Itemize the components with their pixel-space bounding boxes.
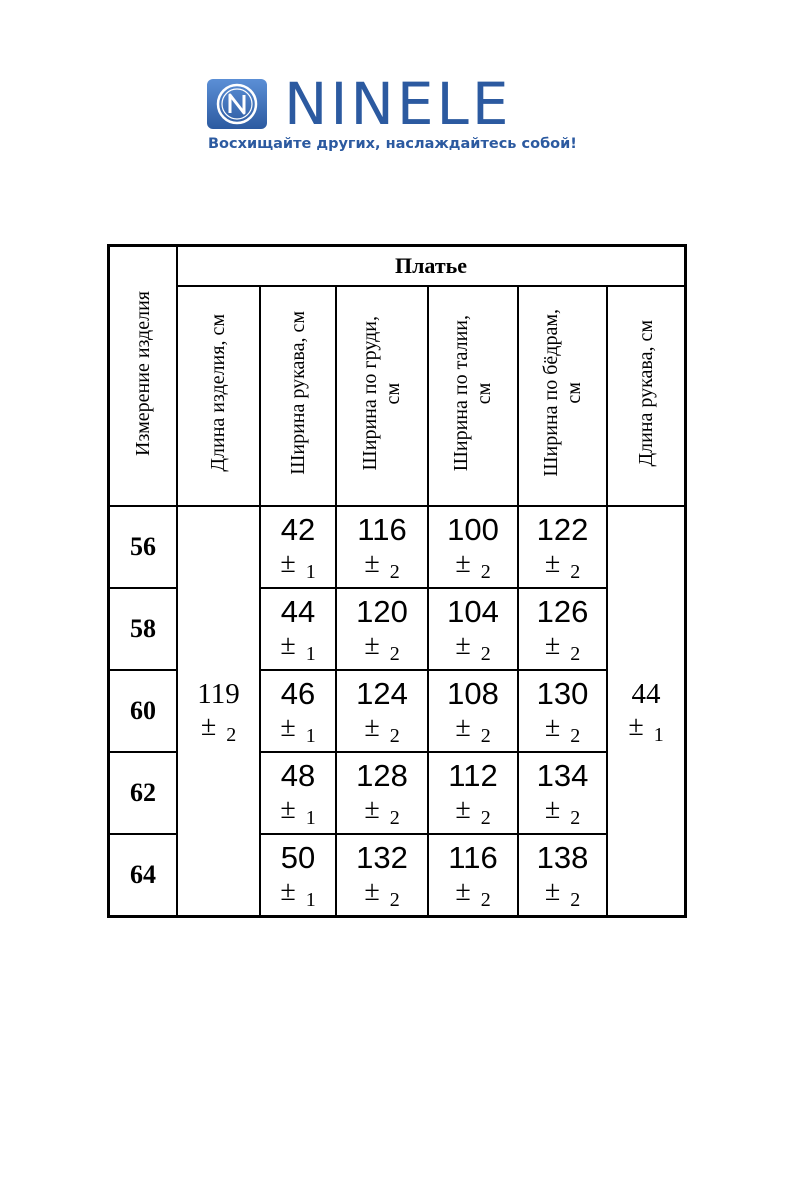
waist-cell: 116 ± $_2$: [428, 834, 518, 917]
chest-cell: 116 ± $_2$: [336, 506, 428, 588]
waist-cell: 104 ± $_2$: [428, 588, 518, 670]
sleeve-width-cell: 44 ± $_1$: [260, 588, 336, 670]
sleeve-width-cell: 42 ± $_1$: [260, 506, 336, 588]
brand-name: NINELE: [284, 70, 512, 138]
chest-cell: 124 ± $_2$: [336, 670, 428, 752]
size-label: 62: [109, 752, 178, 834]
brand-tagline: Восхищайте других, наслаждайтесь собой!: [208, 136, 577, 152]
size-label: 56: [109, 506, 178, 588]
column-header-hips: Ширина по бёдрам, см: [518, 286, 607, 506]
product-title: Платье: [177, 246, 686, 287]
table-row: [109, 506, 686, 588]
size-chart-table: [107, 244, 687, 918]
sleeve-length-value-cell: 44 ± $_1$: [607, 506, 686, 917]
column-header-chest: Ширина по груди, см: [336, 286, 428, 506]
column-header-length: Длина изделия, см: [177, 286, 260, 506]
chest-cell: 128 ± $_2$: [336, 752, 428, 834]
column-header-waist: Ширина по талии, см: [428, 286, 518, 506]
corner-label: Измерение изделия: [131, 291, 154, 456]
corner-header-cell: [109, 246, 178, 507]
hips-cell: 138 ± $_2$: [518, 834, 607, 917]
sleeve-width-cell: 50 ± $_1$: [260, 834, 336, 917]
column-header-sleeve-width: Ширина рукава, см: [260, 286, 336, 506]
brand-header: [206, 70, 606, 164]
size-label: 60: [109, 670, 178, 752]
column-header-sleeve-length: Длина рукава, см: [607, 286, 686, 506]
hips-cell: 122 ± $_2$: [518, 506, 607, 588]
waist-cell: 100 ± $_2$: [428, 506, 518, 588]
hips-cell: 126 ± $_2$: [518, 588, 607, 670]
hips-cell: 130 ± $_2$: [518, 670, 607, 752]
chest-cell: 132 ± $_2$: [336, 834, 428, 917]
length-value-cell: 119 ± $_2$: [177, 506, 260, 917]
size-label: 58: [109, 588, 178, 670]
hips-cell: 134 ± $_2$: [518, 752, 607, 834]
n-monogram-badge-icon: [206, 78, 268, 130]
sleeve-width-cell: 46 ± $_1$: [260, 670, 336, 752]
sleeve-width-cell: 48 ± $_1$: [260, 752, 336, 834]
waist-cell: 108 ± $_2$: [428, 670, 518, 752]
chest-cell: 120 ± $_2$: [336, 588, 428, 670]
waist-cell: 112 ± $_2$: [428, 752, 518, 834]
size-label: 64: [109, 834, 178, 917]
